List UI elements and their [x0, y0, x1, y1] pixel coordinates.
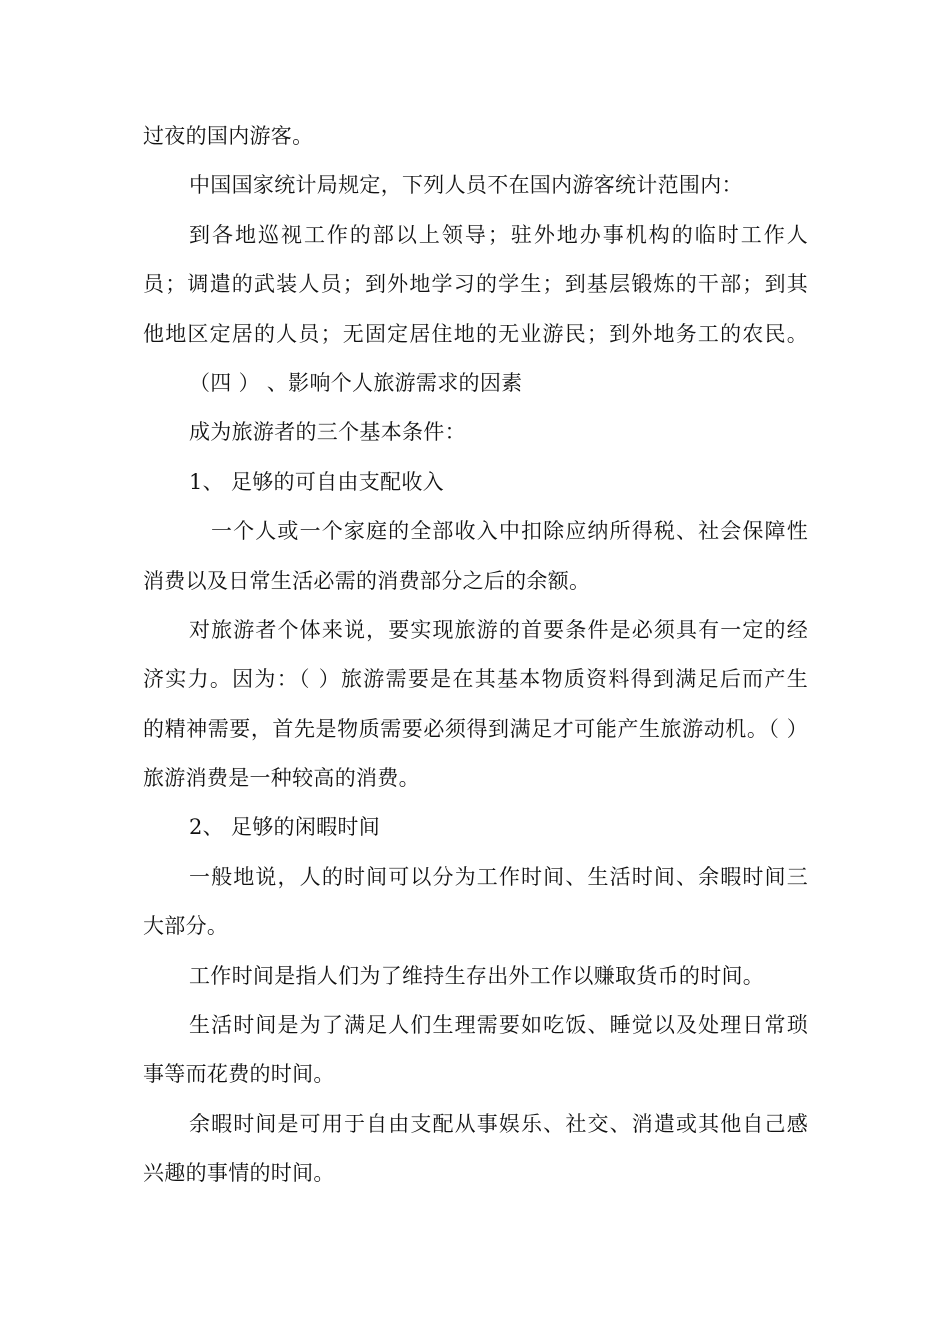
text-line: 大部分。: [143, 914, 229, 939]
text-line: 消费以及日常生活必需的消费部分之后的余额。: [143, 568, 591, 593]
document-body: [143, 112, 808, 1199]
text-line: 事等而花费的时间。: [143, 1062, 335, 1087]
text-line: 到各地巡视工作的部以上领导；驻外地办事机构的临时工作人: [189, 222, 808, 247]
text-line: 旅游消费是一种较高的消费。: [143, 766, 420, 791]
list-item-heading: 1、 足够的可自由支配收入: [189, 469, 444, 494]
section-heading: （四 ） 、影响个人旅游需求的因素: [189, 370, 523, 395]
text-line: 济实力。因为：（ ）旅游需要是在其基本物质资料得到满足后而产生: [143, 667, 808, 692]
text-line: 工作时间是指人们为了维持生存出外工作以赚取货币的时间。: [189, 963, 765, 988]
text-line: 过夜的国内游客。: [143, 124, 314, 148]
text-line: 他地区定居的人员；无固定居住地的无业游民；到外地务工的农民。: [143, 321, 808, 346]
text-line: 中国国家统计局规定，下列人员不在国内游客统计范围内：: [189, 173, 743, 198]
text-line: 一般地说，人的时间可以分为工作时间、生活时间、余暇时间三: [189, 864, 808, 889]
text-line: 生活时间是为了满足人们生理需要如吃饭、睡觉以及处理日常琐: [189, 1013, 808, 1038]
text-line: 成为旅游者的三个基本条件：: [189, 420, 466, 445]
text-line: 一个人或一个家庭的全部收入中扣除应纳所得税、社会保障性: [211, 519, 808, 544]
text-line: 员；调遣的武装人员；到外地学习的学生；到基层锻炼的干部；到其: [143, 272, 808, 297]
text-line: 的精神需要，首先是物质需要必须得到满足才可能产生旅游动机。（ ）: [143, 716, 808, 741]
list-item-heading: 2、 足够的闲暇时间: [189, 815, 381, 840]
text-line: 兴趣的事情的时间。: [143, 1161, 335, 1186]
text-line: 对旅游者个体来说，要实现旅游的首要条件是必须具有一定的经: [189, 617, 808, 642]
text-line: 余暇时间是可用于自由支配从事娱乐、社交、消遣或其他自己感: [189, 1111, 808, 1136]
